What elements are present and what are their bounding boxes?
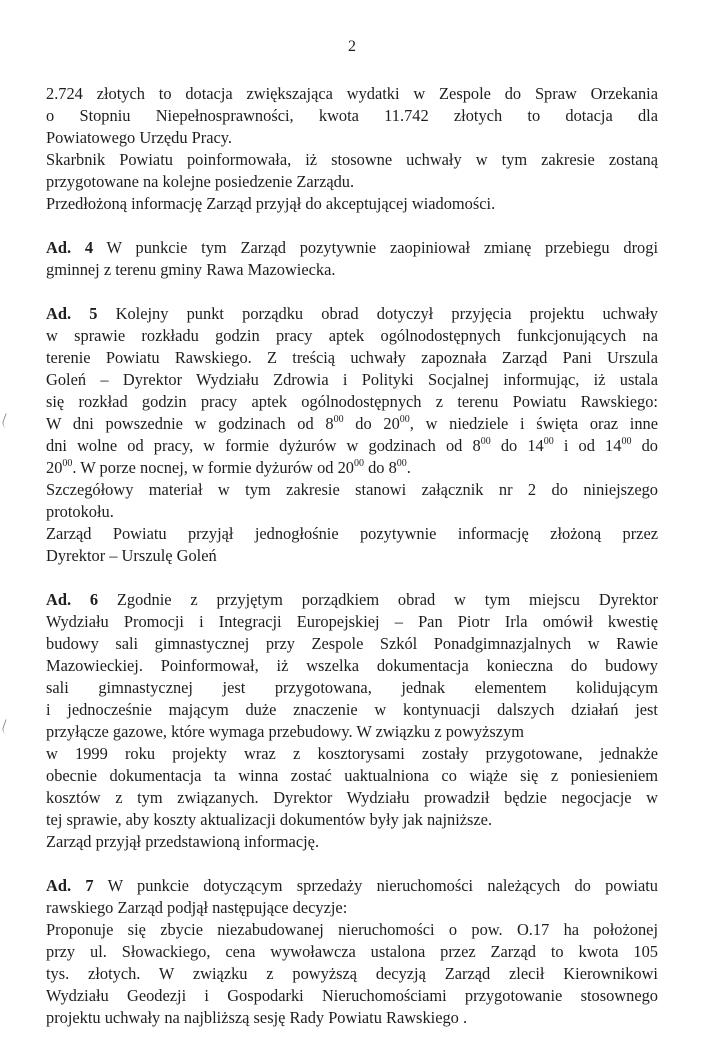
section-label: Ad. 6 [46, 590, 99, 609]
text-span: Kolejny punkt porządku obrad dotyczył przyjęcia projektu uchwały [115, 304, 658, 323]
text-line: protokołu. [46, 502, 114, 521]
paragraph-ad-7 [46, 875, 658, 1029]
text-line: Skarbnik Powiatu poinformowała, iż stosowne uchwały w tym zakresie zostaną [46, 150, 658, 169]
text-line: Zarząd Powiatu przyjął jednogłośnie pozytywnie informację złożoną przez [46, 524, 658, 543]
superscript: 00 [480, 436, 491, 447]
text-line [46, 457, 658, 479]
text-line: Zarząd przyjął przedstawioną informację. [46, 832, 320, 851]
text-line: gminnej z terenu gminy Rawa Mazowiecka. [46, 260, 336, 279]
superscript: 00 [396, 458, 407, 469]
superscript: 00 [62, 458, 73, 469]
text-line [46, 237, 658, 259]
text-line: tej sprawie, aby koszty aktualizacji dokumentów były jak najniższe. [46, 810, 493, 829]
text-line: obecnie dokumentacja ta winna zostać uaktualniona co wiąże się z poniesieniem [46, 766, 658, 785]
text-line: przy ul. Słowackiego, cena wywoławcza ustalona przez Zarząd to kwota 105 [46, 942, 658, 961]
page-number: 2 [348, 38, 356, 55]
text-line: Mazowieckiej. Poinformował, iż wszelka dokumentacja konieczna do budowy [46, 656, 658, 675]
text-span: do 20 [355, 414, 400, 433]
text-line: w sprawie rozkładu godzin pracy aptek ogólnodostępnych funkcjonujących na [46, 326, 658, 345]
paragraph-ad-6 [46, 589, 658, 853]
text-line: Wydziału Geodezji i Gospodarki Nieruchomościami przygotowanie stosownego [46, 986, 658, 1005]
text-span: dni wolne od pracy, w formie dyżurów w godzinach od 8 [46, 436, 481, 455]
text-line: projektu uchwały na najbliższą sesję Rady Powiatu Rawskiego . [46, 1008, 468, 1027]
text-line [46, 589, 658, 611]
superscript: 00 [333, 414, 344, 425]
document-body [46, 83, 658, 1051]
text-line: Powiatowego Urzędu Pracy. [46, 128, 233, 147]
text-line [46, 413, 658, 435]
superscript: 00 [399, 414, 410, 425]
text-line: budowy sali gimnastycznej przy Zespole Szkól Ponadgimnazjalnych w Rawie [46, 634, 658, 653]
text-span: W punkcie tym Zarząd pozytywnie zaopiniował zmianę przebiegu drogi [106, 238, 659, 257]
margin-mark [1, 413, 12, 429]
text-line: Przedłożoną informację Zarząd przyjął do akceptującej wiadomości. [46, 194, 496, 213]
text-line: tys. złotych. W związku z powyższą decyzją Zarząd zlecił Kierownikowi [46, 964, 658, 983]
section-label: Ad. 4 [46, 238, 94, 257]
text-line [46, 875, 658, 897]
text-line [46, 435, 658, 457]
text-line: o Stopniu Niepełnosprawności, kwota 11.742 złotych to dotacja dla [46, 106, 658, 125]
text-line: Proponuje się zbycie niezabudowanej nieruchomości o pow. O.17 ha położonej [46, 920, 658, 939]
text-line: kosztów z tym związanych. Dyrektor Wydziału prowadził będzie negocjacje w [46, 788, 658, 807]
paragraph-budget [46, 83, 658, 215]
text-span: , w niedziele i święta oraz inne [409, 414, 658, 433]
text-line: przygotowane na kolejne posiedzenie Zarządu. [46, 172, 355, 191]
text-line: sali gimnastycznej jest przygotowana, jednak elementem kolidującym [46, 678, 658, 697]
superscript: 00 [354, 458, 364, 469]
paragraph-ad-5 [46, 303, 658, 567]
text-span: do 8 [368, 458, 397, 477]
text-line: w 1999 roku projekty wraz z kosztorysami zostały przygotowane, jednakże [46, 744, 658, 763]
text-line [46, 303, 658, 325]
text-span: W dni powszednie w godzinach od 8 [46, 414, 334, 433]
text-span: . [406, 458, 411, 477]
text-span: do 14 [500, 436, 544, 455]
text-span: 20 [46, 458, 63, 477]
text-line: Szczegółowy materiał w tym zakresie stanowi załącznik nr 2 do niniejszego [46, 480, 658, 499]
text-line: przyłącze gazowe, które wymaga przebudowy. W związku z powyższym [46, 722, 525, 741]
text-line: rawskiego Zarząd podjął następujące decyzje: [46, 898, 348, 917]
text-line: się rozkład godzin pracy aptek ogólnodostępnych z terenu Powiatu Rawskiego: [46, 392, 658, 411]
text-span: i od 14 [563, 436, 622, 455]
text-span: Zgodnie z przyjętym porządkiem obrad w tym miejscu Dyrektor [116, 590, 658, 609]
paragraph-ad-4 [46, 237, 658, 281]
text-span: W punkcie dotyczącym sprzedaży nieruchomości należących do powiatu [107, 876, 658, 895]
text-line: Wydziału Promocji i Integracji Europejskiej – Pan Piotr Irla omówił kwestię [46, 612, 658, 631]
text-line: 2.724 złotych to dotacja zwiększająca wydatki w Zespole do Spraw Orzekania [46, 84, 658, 103]
section-label: Ad. 5 [46, 304, 98, 323]
margin-mark [1, 719, 12, 735]
text-line: terenie Powiatu Rawskiego. Z treścią uchwały zapoznała Zarząd Pani Urszula [46, 348, 658, 367]
text-span: . W porze nocnej, w formie dyżurów od 20 [72, 458, 354, 477]
text-line: i jednocześnie mającym duże znaczenie w kontynuacji dalszych działań jest [46, 700, 658, 719]
superscript: 00 [543, 436, 554, 447]
text-line: Dyrektor – Urszulę Goleń [46, 546, 217, 565]
text-line: Goleń – Dyrektor Wydziału Zdrowia i Polityki Socjalnej informując, iż ustala [46, 370, 658, 389]
superscript: 00 [621, 436, 632, 447]
section-label: Ad. 7 [46, 876, 94, 895]
text-span: do [641, 436, 658, 455]
